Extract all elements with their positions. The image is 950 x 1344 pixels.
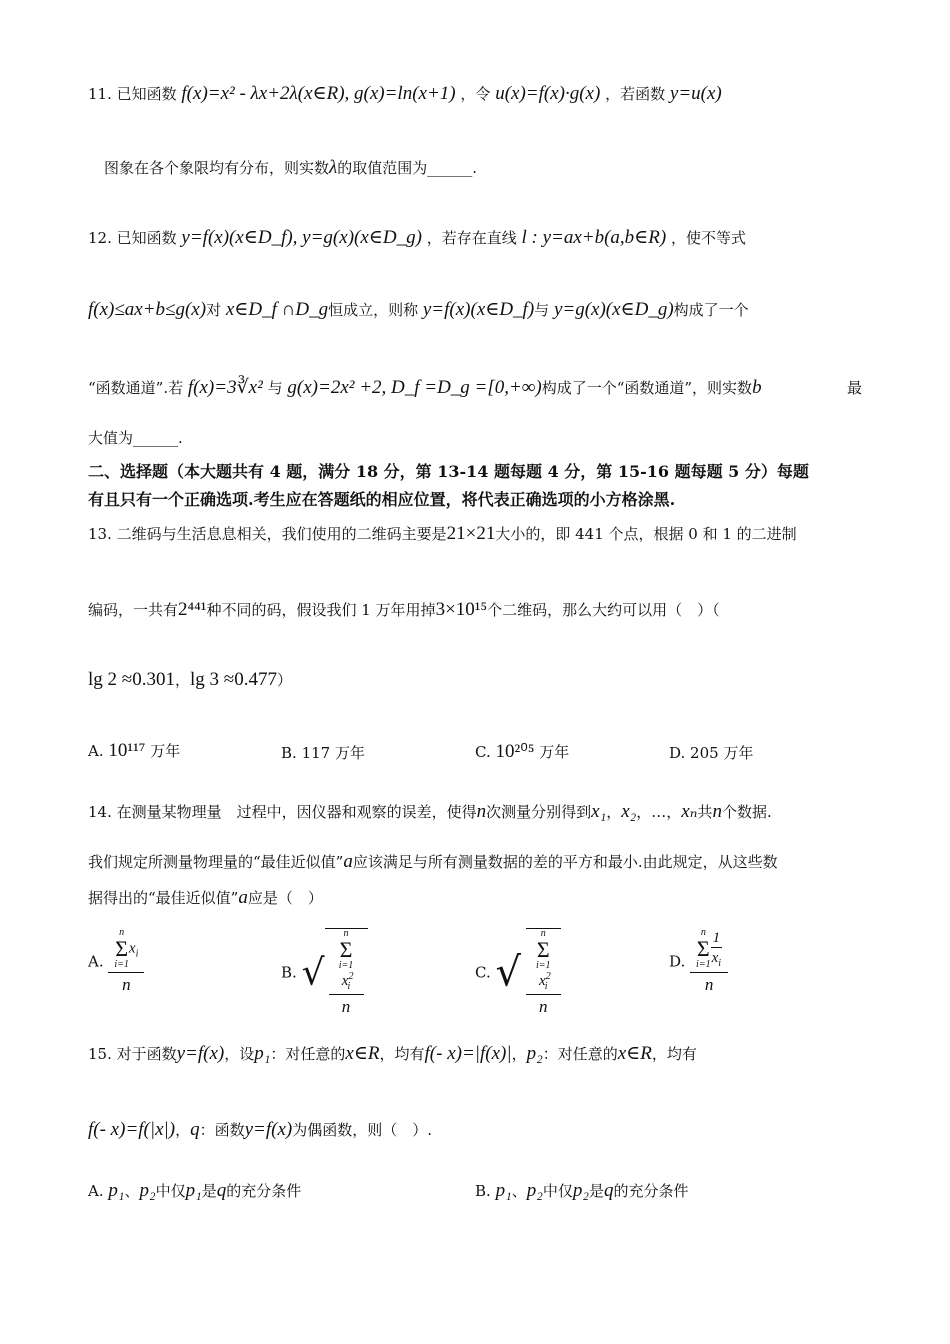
q13-option-a[interactable]: [88, 740, 180, 762]
q14-text: 应该满足与所有测量数据的差的平方和最小.由此规定，从这些数: [352, 853, 778, 871]
option-text: 117 万年: [301, 744, 365, 762]
denominator: n: [122, 975, 131, 994]
term-sub: i: [347, 981, 351, 992]
q12-text: 最: [846, 379, 862, 397]
q14-text: 据得出的“最佳近似值”: [88, 889, 239, 907]
q11-prefix: 11. 已知函数: [88, 85, 177, 103]
section-heading-line2: 有且只有一个正确选项.考生应在答题纸的相应位置，将代表正确选项的小方格涂黑.: [88, 490, 676, 509]
q13-text: 13. 二维码与生活息息相关，我们使用的二维码主要是: [88, 525, 447, 543]
option-text: 中仅: [542, 1182, 573, 1200]
q13-text: 种不同的码，假设我们 1 万年用掉: [206, 601, 436, 619]
q11-text: ，若函数: [605, 85, 666, 103]
q11-u-definition: u(x)=f(x)·g(x): [495, 83, 601, 104]
p1: p₁: [108, 1180, 125, 1201]
q15-text: ，: [511, 1045, 527, 1063]
q14-text: 14. 在测量某物理量 过程中，因仪器和观察的误差，使得: [88, 803, 477, 821]
q13-option-d[interactable]: [669, 742, 753, 763]
q15-text: ，设: [224, 1045, 255, 1063]
q12-g-expression: g(x)=2x² +2, D_f =D_g =[0,+∞): [287, 377, 542, 398]
q13-line1: [88, 524, 862, 544]
option-letter: C.: [475, 743, 491, 761]
q13-text: 大小的，即 441 个点，根据 0 和 1 的二进制: [495, 525, 797, 543]
option-text: 的充分条件: [226, 1182, 302, 1200]
option-letter: D.: [669, 744, 686, 762]
q11-text: 图象在各个象限均有分布，则实数: [104, 159, 330, 177]
q12-text: ，使不等式: [670, 229, 746, 247]
denominator: n: [341, 997, 351, 1016]
q12-f-function: y=f(x)(x∈D_f): [422, 299, 535, 320]
q14-b-fraction: [329, 929, 364, 1017]
q14-d-fraction: [690, 928, 728, 995]
q15-option-b[interactable]: [475, 1180, 688, 1202]
sum-symbol: n Σ i=1: [338, 928, 354, 971]
q13-option-c[interactable]: [475, 740, 569, 763]
sum-lower: i=1: [536, 960, 551, 971]
q: q: [603, 1180, 614, 1201]
option-text: 、: [511, 1182, 527, 1200]
sum-symbol: n Σ i=1: [536, 928, 551, 971]
q14-option-a[interactable]: [88, 928, 144, 995]
q12-text: 对: [206, 301, 222, 319]
q14-option-c[interactable]: [475, 928, 561, 1017]
q12-line1: [88, 228, 862, 248]
q12-g-function: y=g(x)(x∈D_g): [553, 299, 674, 320]
option-letter: A.: [88, 742, 104, 760]
q15-option-a[interactable]: [88, 1180, 301, 1202]
q14-option-b[interactable]: [281, 928, 368, 1017]
p2: p₂: [139, 1180, 156, 1201]
p2: p₂: [526, 1180, 543, 1201]
q13-option-b[interactable]: [281, 742, 365, 763]
q12-line-definition: l : y=ax+b(a,b∈R): [521, 227, 667, 248]
q12-text: 构成了一个“函数通道”，则实数: [541, 379, 753, 397]
sum-upper: n: [343, 928, 349, 939]
q14-text: ，…，: [636, 803, 682, 821]
option-letter: B.: [475, 1182, 491, 1200]
term: x: [128, 940, 136, 957]
q13-text: 个二维码，那么大约可以用（ ）（: [487, 601, 720, 619]
term-sub: i: [718, 957, 722, 969]
q12-text: 构成了一个: [673, 301, 749, 319]
term-numerator: 1: [712, 929, 721, 946]
q15-q: q: [190, 1119, 200, 1140]
q12-domain: x∈D_f ∩D_g: [225, 299, 329, 320]
q11-line2: [104, 158, 862, 178]
denominator: n: [539, 997, 548, 1016]
sum-lower: i=1: [114, 959, 129, 970]
term-sup: 2: [348, 971, 354, 982]
q12-line4: [88, 428, 862, 448]
q13-line2: [88, 600, 862, 620]
q14-line3: [88, 888, 862, 908]
q14-c-fraction: [526, 928, 561, 1017]
option-math: 10²⁰⁵: [495, 741, 535, 762]
q12-prefix: 12. 已知函数: [88, 229, 177, 247]
sqrt-symbol: √ n Σ $i=1x^2_i$ n: [302, 928, 368, 1017]
q14-x1: x₁: [591, 801, 607, 822]
q11-lambda: λ: [329, 157, 338, 178]
q14-line1: [88, 802, 862, 822]
term: x: [341, 973, 349, 989]
q14-a: a: [343, 851, 353, 872]
term-sub: i: [544, 981, 548, 992]
q15-text: ：对任意的: [542, 1045, 618, 1063]
q12-line2: [88, 300, 862, 320]
option-letter: A.: [88, 1182, 104, 1200]
q11-f-definition: f(x)=x² - λx+2λ(x∈R), g(x)=ln(x+1): [181, 83, 456, 104]
q12-text: “函数通道”.若: [88, 379, 184, 397]
term: x: [539, 973, 546, 989]
option-text: 中仅: [155, 1182, 186, 1200]
q15-line2: [88, 1120, 862, 1140]
q15-function: y=f(x): [176, 1043, 225, 1064]
q13-used: 3×10¹⁵: [435, 599, 488, 620]
q12-answer-blank: 大值为______.: [88, 429, 183, 447]
q14-text: ，: [606, 803, 622, 821]
q15-text: ，均有: [379, 1045, 425, 1063]
q: q: [216, 1180, 227, 1201]
q13-text: 编码，一共有: [88, 601, 179, 619]
q14-text: 我们规定所测量物理量的“最佳近似值”: [88, 853, 344, 871]
q13-lg2: lg 2 ≈0.301: [88, 669, 175, 690]
q12-functions: y=f(x)(x∈D_f), y=g(x)(x∈D_g): [181, 227, 422, 248]
sum-upper: n: [540, 928, 546, 939]
section-heading-2: [88, 490, 862, 510]
option-math: 10¹¹⁷: [108, 740, 146, 761]
option-letter: B.: [281, 963, 297, 982]
q11-line1: [88, 84, 862, 104]
q11-y-definition: y=u(x): [669, 83, 722, 104]
q15-function: y=f(x): [244, 1119, 293, 1140]
sum-symbol: n Σ i=1: [114, 927, 129, 970]
q15-condition-2: f(- x)=f(|x|): [88, 1119, 176, 1140]
option-letter: D.: [669, 952, 686, 971]
q15-text: 15. 对于函数: [88, 1045, 177, 1063]
q13-size: 21×21: [446, 523, 496, 544]
option-text: 是: [201, 1182, 217, 1200]
sum-lower: i=1: [696, 959, 711, 970]
q12-text: 与: [534, 301, 550, 319]
q13-text: ，: [174, 671, 190, 689]
q12-inequality: f(x)≤ax+b≤g(x): [88, 299, 207, 320]
q12-b: b: [752, 377, 762, 398]
q15-condition-1: f(- x)=|f(x)|: [424, 1043, 512, 1064]
option-letter: B.: [281, 744, 297, 762]
q12-text: ，若存在直线: [426, 229, 517, 247]
q12-text: 恒成立，则称: [328, 301, 419, 319]
q15-text: 为偶函数，则（ ）.: [292, 1121, 433, 1139]
q15-p2: p₂: [526, 1043, 543, 1064]
q13-lg3: lg 3 ≈0.477: [189, 669, 277, 690]
option-text: 万年: [150, 742, 181, 760]
sqrt-symbol: √: [495, 949, 521, 996]
q14-text: 应是（ ）: [247, 889, 323, 907]
q15-text: ，: [175, 1121, 191, 1139]
q15-text: ：对任意的: [270, 1045, 346, 1063]
term-sup: 2: [545, 971, 551, 982]
q15-text: ：函数: [199, 1121, 245, 1139]
q11-answer-blank: 的取值范围为______.: [337, 159, 478, 177]
q13-codes: 2⁴⁴¹: [178, 599, 207, 620]
option-text: 万年: [539, 743, 570, 761]
q14-text: 次测量分别得到: [486, 803, 592, 821]
q14-a: a: [238, 887, 248, 908]
sum-upper: n: [119, 927, 125, 938]
sum-upper: n: [700, 927, 706, 938]
q12-text: 与: [267, 379, 283, 397]
p2: p₂: [572, 1180, 589, 1201]
section-heading: [88, 462, 862, 482]
term-sub: i: [135, 948, 139, 960]
sum-symbol: n Σ i=1: [696, 927, 711, 970]
section-heading-line1: 二、选择题（本大题共有 4 题，满分 18 分，第 13-14 题每题 4 分，第 15-16 题每题 5 分）每题: [88, 462, 809, 481]
q14-option-d[interactable]: [669, 928, 728, 995]
q15-x-in-r: x∈R: [617, 1043, 652, 1064]
q12-line3: [88, 378, 862, 398]
p1: p₁: [185, 1180, 202, 1201]
p1: p₁: [495, 1180, 512, 1201]
denominator: n: [704, 975, 714, 994]
q14-n: n: [712, 801, 722, 822]
q15-text: ，均有: [651, 1045, 697, 1063]
sum-lower: i=1: [338, 960, 354, 971]
q14-n: n: [476, 801, 487, 822]
q12-f-expression: f(x)=3∛x²: [187, 377, 263, 398]
q14-line2: [88, 852, 862, 872]
option-letter: C.: [475, 963, 491, 982]
option-text: 是: [588, 1182, 604, 1200]
q15-line1: [88, 1044, 862, 1064]
q14-text: 共: [697, 803, 713, 821]
q15-x-in-r: x∈R: [345, 1043, 380, 1064]
option-text: 的充分条件: [613, 1182, 689, 1200]
term: x: [711, 949, 719, 966]
q13-hint: [88, 670, 862, 690]
option-text: 、: [124, 1182, 140, 1200]
q14-xn: xₙ: [681, 801, 698, 822]
option-letter: A.: [88, 952, 104, 971]
q14-text: 个数据.: [721, 803, 772, 821]
q14-a-fraction: [108, 928, 144, 995]
option-text: 205 万年: [690, 744, 754, 762]
q14-x2: x₂: [621, 801, 637, 822]
q13-text: ）: [276, 671, 292, 689]
q11-text: ，令: [460, 85, 491, 103]
q15-p1: p₁: [254, 1043, 271, 1064]
